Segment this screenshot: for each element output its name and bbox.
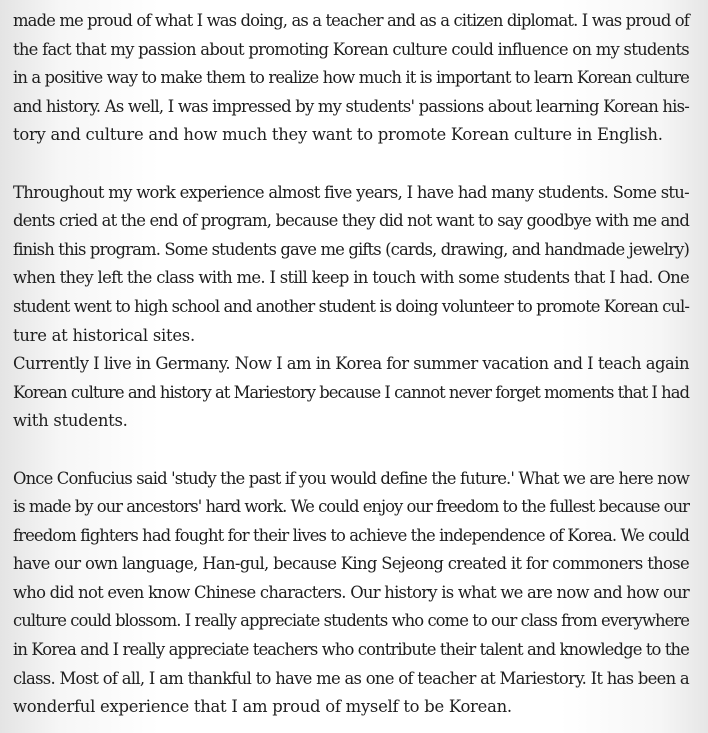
text-line: class. Most of all, I am thankful to have me as one of teacher at Mariestory. It has been a xyxy=(13,668,689,688)
text-line: the fact that my passion about promoting Korean culture could influence on my students xyxy=(13,39,689,59)
text-line: with students. xyxy=(13,411,128,431)
text-line: Currently I live in Germany. Now I am in Korea for summer vacation and I teach again xyxy=(13,354,689,374)
text-line: made me proud of what I was doing, as a teacher and as a citizen diplomat. I was proud of xyxy=(13,11,689,30)
paragraph-germany xyxy=(13,350,689,436)
text-line: Once Confucius said 'study the past if you would define the future.' What we are here now xyxy=(13,468,689,488)
paragraph-confucius xyxy=(13,465,689,722)
paragraph-spacer xyxy=(13,436,689,465)
text-line: and history. As well, I was impressed by my students' passions about learning Korean his- xyxy=(13,96,689,116)
text-line: when they left the class with me. I still keep in touch with some students that I had. One xyxy=(13,268,689,288)
text-line: Throughout my work experience almost five years, I have had many students. Some stu- xyxy=(13,182,690,202)
text-line: ture at historical sites. xyxy=(13,325,195,345)
text-line: wonderful experience that I am proud of myself to be Korean. xyxy=(13,697,512,717)
text-line: tory and culture and how much they want to promote Korean culture in English. xyxy=(13,125,663,145)
text-line: finish this program. Some students gave me gifts (cards, drawing, and handmade jewelry) xyxy=(13,239,689,259)
text-line: have our own language, Han-gul, because King Sejeong created it for commoners those xyxy=(13,554,689,574)
text-line: freedom fighters had fought for their lives to achieve the independence of Korea. We could xyxy=(13,525,689,545)
text-line: culture could blossom. I really appreciate students who come to our class from everywhere xyxy=(13,611,689,631)
text-line: Korean culture and history at Mariestory because I cannot never forget moments that I had xyxy=(13,382,689,402)
document-page xyxy=(13,7,689,722)
text-line: is made by our ancestors' hard work. We could enjoy our freedom to the fullest because our xyxy=(13,497,689,517)
text-line: student went to high school and another student is doing volunteer to promote Korean cul- xyxy=(13,296,689,316)
text-line: who did not even know Chinese characters. Our history is what we are now and how our xyxy=(13,582,689,602)
paragraph-spacer xyxy=(13,150,689,179)
paragraph-pride xyxy=(13,7,689,150)
paragraph-experience xyxy=(13,179,689,351)
text-line: in Korea and I really appreciate teachers who contribute their talent and knowledge to the xyxy=(13,640,689,660)
text-line: in a positive way to make them to realize how much it is important to learn Korean culture xyxy=(13,68,689,88)
text-line: dents cried at the end of program, because they did not want to say goodbye with me and xyxy=(13,211,690,231)
